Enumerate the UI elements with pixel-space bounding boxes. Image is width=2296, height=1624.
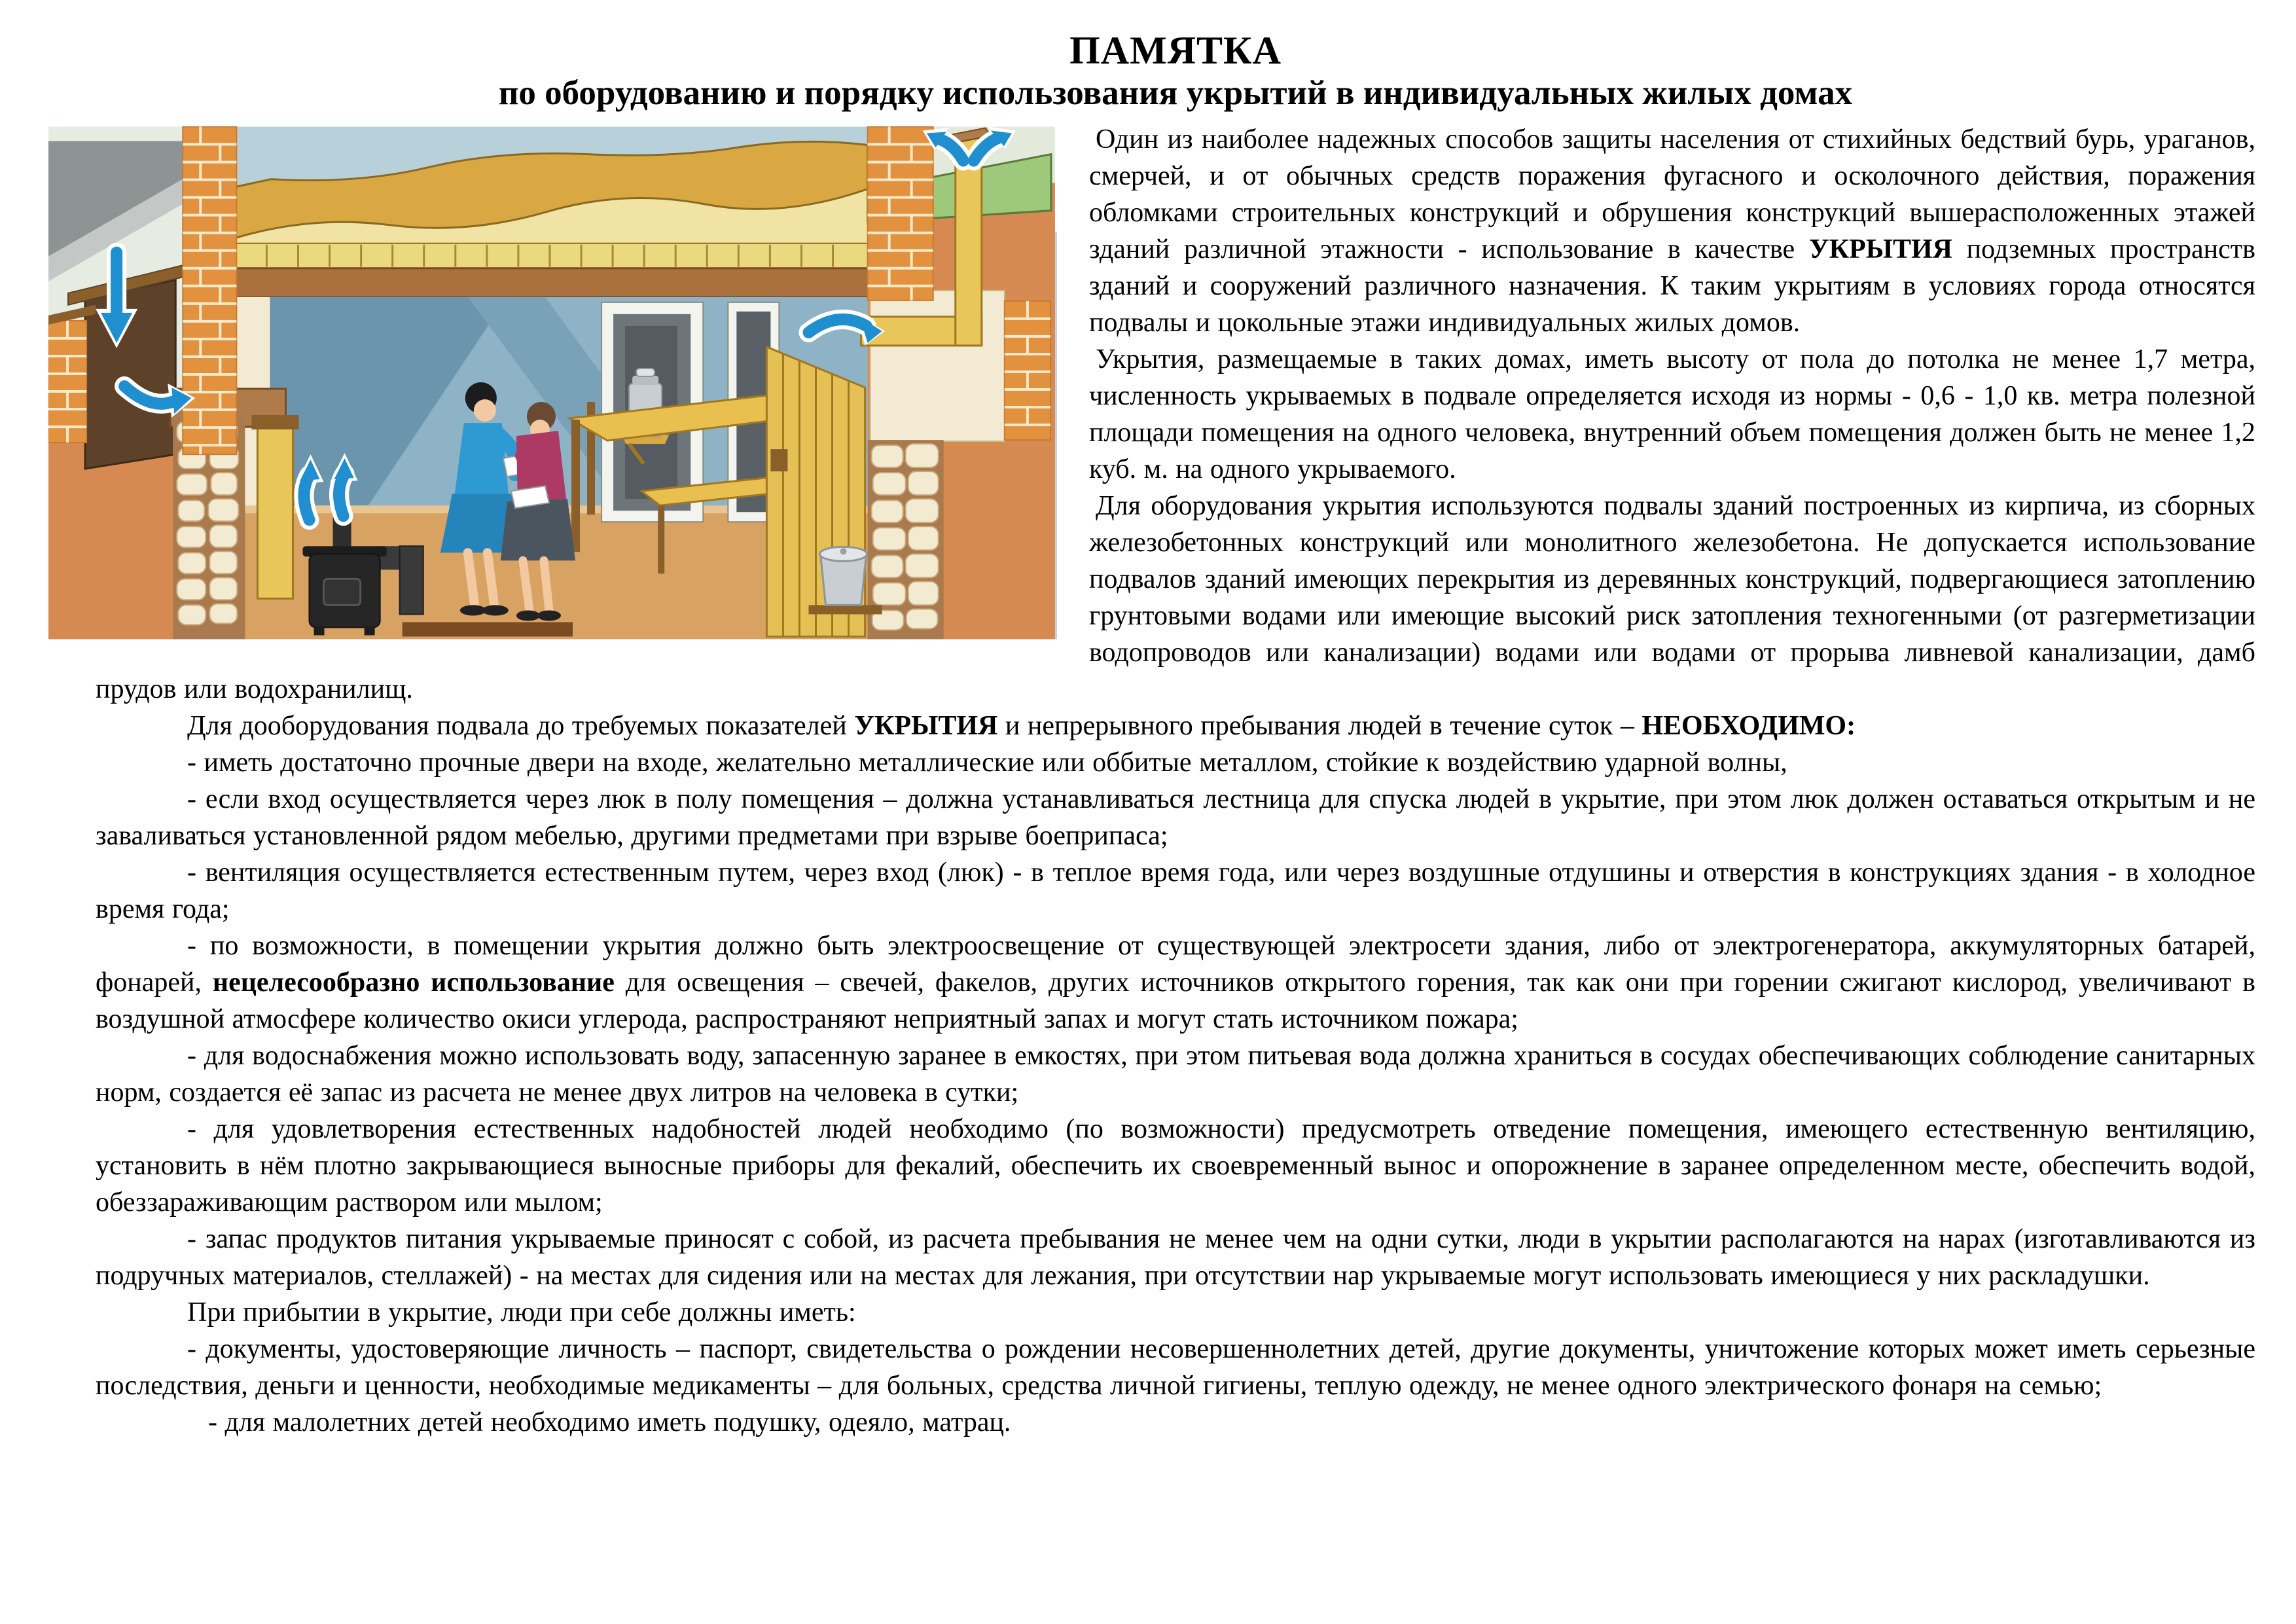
- skirt: [501, 499, 575, 560]
- text-segment: Для оборудования укрытия используются подвалы зданий построенных из кирпича, из сборных железобетонных конструкций или монолитного железобетона. Не допускается использование подвалов зданий имеющих перекрытия из деревянных конструкций, подвергающиеся затоплению грунтовыми водами или имеющие высокий риск затопления техногенными (от разгерметизации водопроводов или канализации) водами или водами от прорыва ливневой канализации, дамб прудов или водохранилищ.: [96, 490, 2255, 704]
- paragraph: [96, 708, 2255, 744]
- paragraph: [96, 1038, 2255, 1111]
- paragraph: [96, 1294, 2255, 1331]
- photo-edge-line: [1055, 232, 1057, 640]
- text-segment: - документы, удостоверяющие личность – паспорт, свидетельства о рождении несовершеннолетних детей, другие документы, уничтожение которых может иметь серьезные последствия, деньги и ценности, необходимые медикаменты – для больных, средства личной гигиены, теплую одежду, не менее одного электрического фонаря на семью;: [96, 1333, 2255, 1401]
- text-segment: - запас продуктов питания укрываемые приносят с собой, из расчета пребывания не менее чем на одни сутки, люди в укрытии располагаются на нарах (изготавливаются из подручных материалов, стеллажей) - на местах для сидения или на местах для лежания, при отсутствии нар укрываемые могут использовать имеющиеся у них раскладушки.: [96, 1223, 2255, 1291]
- face: [474, 399, 496, 422]
- text-segment: и непрерывного пребывания людей в течение суток –: [997, 710, 1642, 741]
- text-segment: - для водоснабжения можно использовать воду, запасенную заранее в емкостях, при этом питьевая вода должна храниться в сосудах обеспечивающих соблюдение санитарных норм, создается её запас из расчета не менее двух литров на человека в сутки;: [96, 1040, 2255, 1108]
- floor-board: [403, 622, 573, 636]
- brick-chimney: [183, 126, 236, 454]
- paragraph: [96, 854, 2255, 928]
- brick-wall-right: [868, 126, 933, 300]
- paragraph: [96, 1221, 2255, 1294]
- stove-door: [324, 579, 361, 605]
- arrow-duct-outlet-1: [304, 475, 309, 520]
- paragraph: [96, 928, 2255, 1038]
- shelter-illustration: [48, 126, 1077, 640]
- text-segment: Для дооборудования подвала до требуемых показателей: [187, 710, 855, 741]
- paragraph: [96, 1404, 2255, 1441]
- text-segment: Один из наиболее надежных способов защиты населения от стихийных бедствий бурь, ураганов, смерчей, и от обычных средств поражения фугасного и осколочного действия, поражения обломками строительных конструкций и обрушения конструкций вышерасположенных этажей зданий различной этажности - использование в качестве: [1089, 124, 2255, 264]
- text-segment: - по возможности, в помещении укрытия должно быть электроосвещение от существующей электросети здания, либо от электрогенератора, аккумуляторных батарей, фонарей,: [96, 930, 2255, 998]
- upper-floor: [209, 126, 936, 298]
- text-segment: - вентиляция осуществляется естественным путем, через вход (люк) - в теплое время года, или через воздушные отдушины и отверстия в конструкциях здания - в холодное время года;: [96, 857, 2255, 924]
- text-segment: - иметь достаточно прочные двери на входе, желательно металлические или оббитые металлом, стойкие к воздействию ударной волны,: [187, 747, 1787, 778]
- door-handle: [770, 449, 787, 471]
- text-segment: При прибытии в укрытие, люди при себе должны иметь:: [187, 1297, 856, 1327]
- text-segment: Укрытия, размещаемые в таких домах, иметь высоту от пола до потолка не менее 1,7 метра, численность укрываемых в подвале определяется исходя из нормы - 0,6 - 1,0 кв. метра полезной площади помещения на одного человека, внутренний объем помещения должен быть не менее 1,2 куб. м. на одного укрываемого.: [1089, 344, 2255, 484]
- text-segment: - для малолетних детей необходимо иметь подушку, одеяло, матрац.: [208, 1407, 1011, 1437]
- text-segment: - для удовлетворения естественных надобностей людей необходимо (по возможности) предусмотреть отведение помещения, имеющего естественную вентиляцию, установить в нём плотно закрывающиеся выносные приборы для фекалий, обеспечить их своевременный вынос и опорожнение в заранее определенном месте, обеспечить водой, обеззараживающим раствором или мылом;: [96, 1113, 2255, 1218]
- bold-text-segment: УКРЫТИЯ: [1808, 234, 1953, 264]
- page-title: ПАМЯТКА: [1069, 29, 1282, 72]
- paragraph: [96, 744, 2255, 781]
- earth-left: [48, 435, 183, 639]
- text-segment: для освещения – свечей, факелов, других источников открытого горения, так как они при горении сжигают кислород, увеличивают в воздушной атмосфере количество окиси углерода, распространяют неприятный запах и могут стать источником пожара;: [96, 967, 2256, 1034]
- text-segment: подземных пространств зданий и сооружений различного назначения. К таким укрытиям в условиях города относятся подвалы и цокольные этажи индивидуальных жилых домов.: [1089, 234, 2255, 338]
- bold-text-segment: УКРЫТИЯ: [854, 710, 998, 741]
- bold-text-segment: нецелесообразно использование: [212, 967, 615, 998]
- arrow-duct-outlet-2: [339, 474, 345, 516]
- foundation-block: [870, 291, 1005, 441]
- paragraph: [96, 1331, 2255, 1404]
- bold-text-segment: НЕОБХОДИМО:: [1641, 710, 1856, 741]
- paragraph: [96, 1111, 2255, 1221]
- text-segment: - если вход осуществляется через люк в полу помещения – должна устанавливаться лестница для спуска людей в укрытие, при этом люк должен оставаться открытым и не заваливаться установленной рядом мебелью, другими предметами при взрыве боеприпаса;: [96, 784, 2255, 851]
- ceiling-joist: [209, 268, 936, 297]
- page-subtitle: по оборудованию и порядку использования укрытий в индивидуальных жилых домах: [498, 74, 1853, 112]
- paragraph: [96, 781, 2255, 854]
- house-cutaway-svg: [48, 126, 1077, 640]
